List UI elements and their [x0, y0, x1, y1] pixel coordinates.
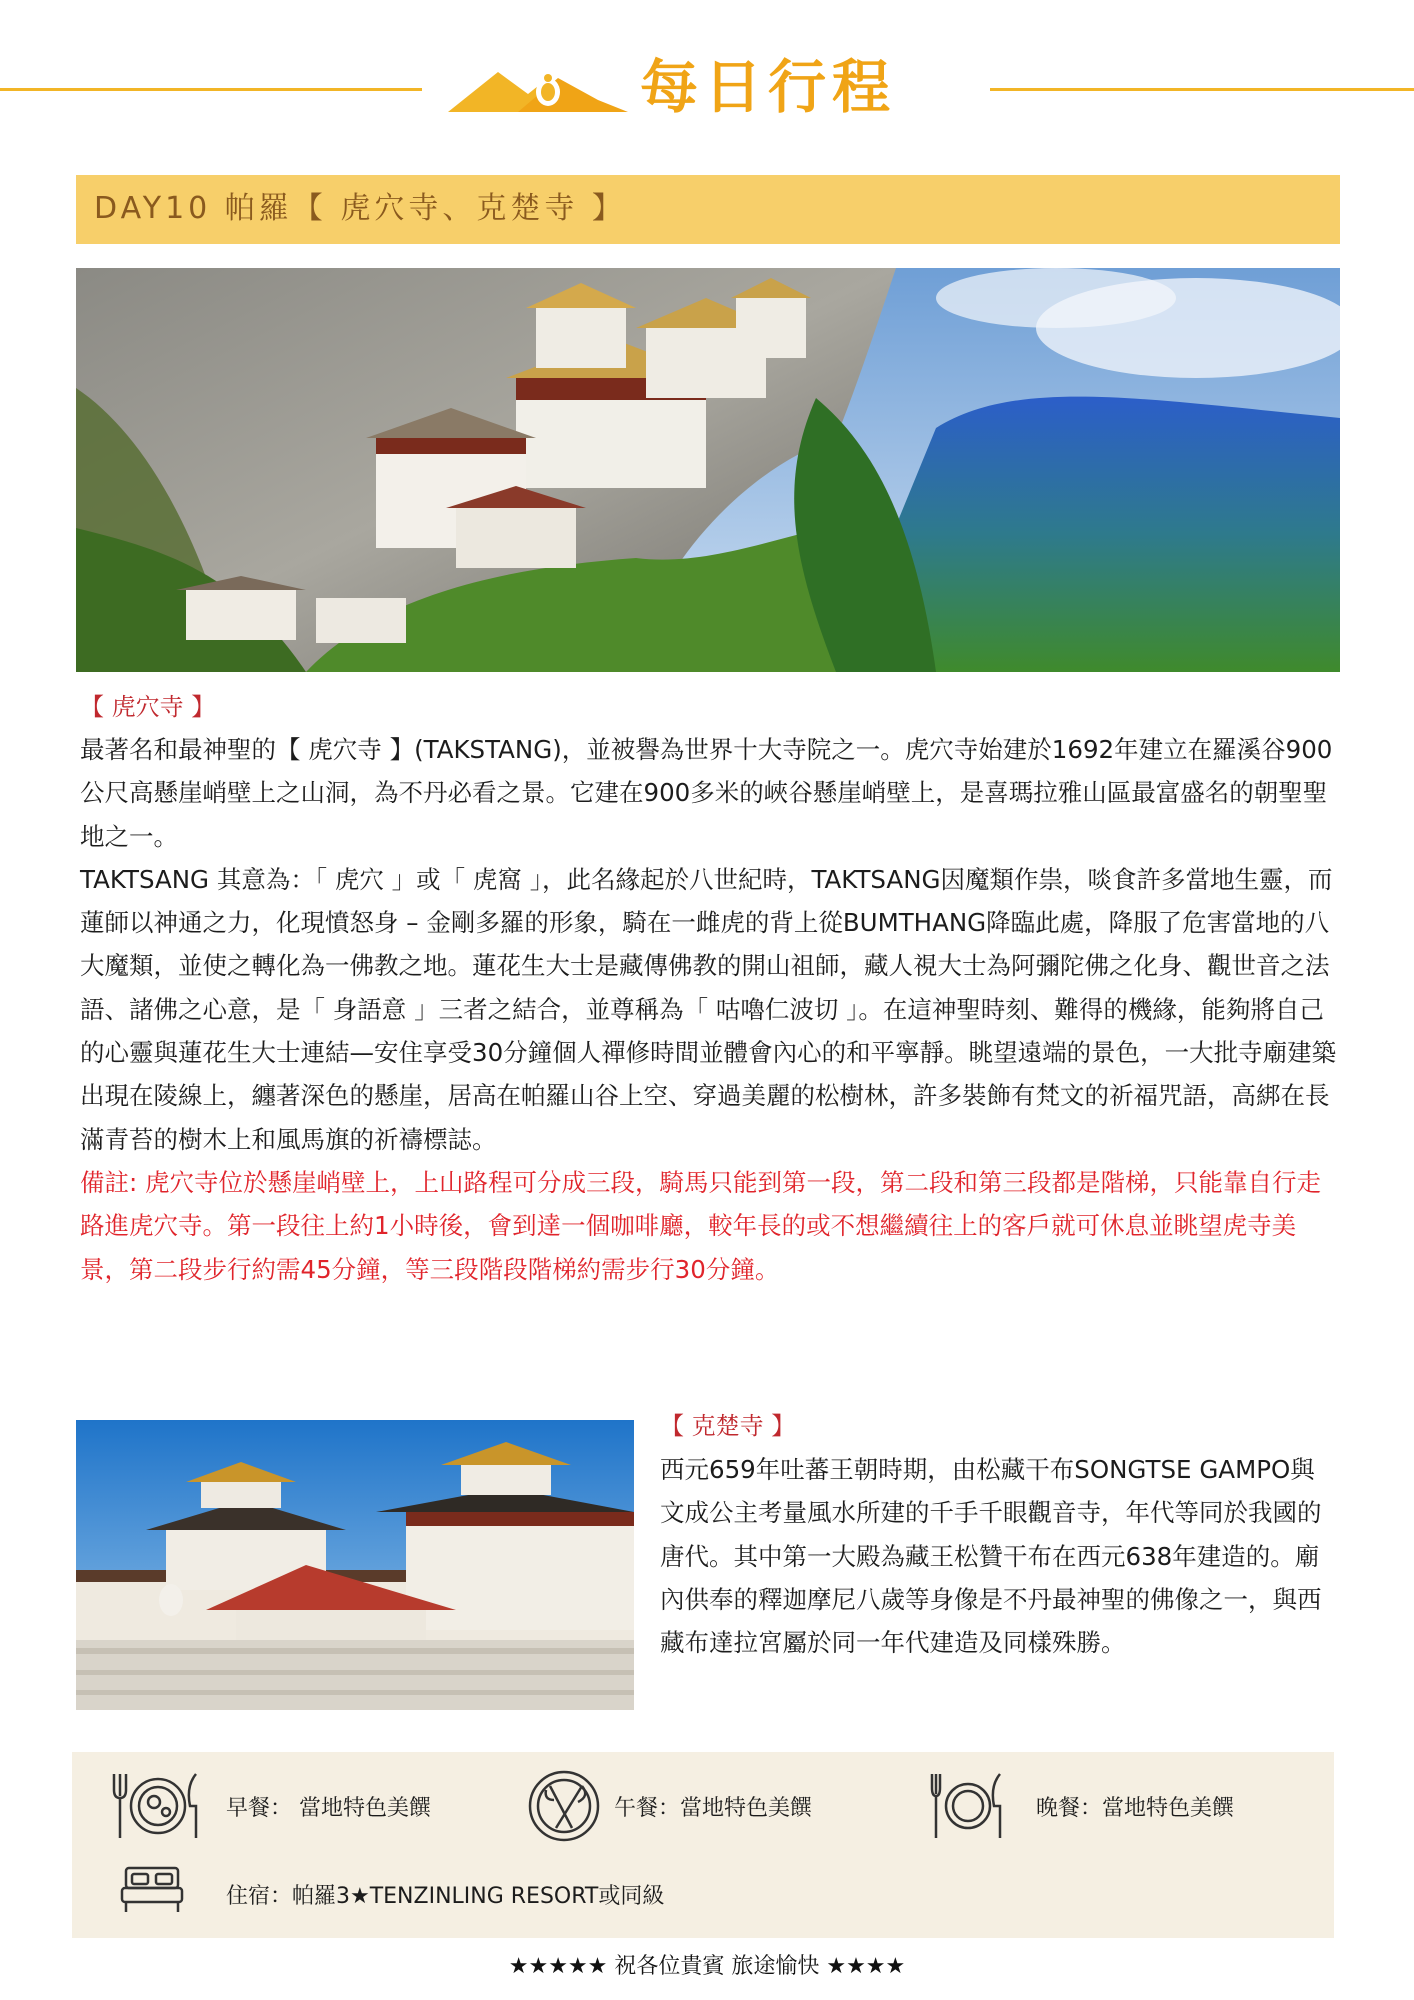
- hotel-label: 住宿：帕羅3★TENZINLING RESORT或同級: [226, 1884, 665, 1909]
- tiger-nest-body: [80, 728, 1342, 1291]
- tiger-nest-note: 備註: 虎穴寺位於懸崖峭壁上，上山路程可分成三段，騎馬只能到第一段，第二段和第三段都是階梯，只能靠自行走路進虎穴寺。第一段往上約1小時後，會到達一個咖啡廳，較年長的或不想繼續往上的客戶就可休息並眺望虎寺美景，第二段步行約需45分鐘，等三段階段階梯約需步行30分鐘。: [80, 1167, 1322, 1284]
- footer-greeting: ★★★★★ 祝各位貴賓 旅途愉快 ★★★★: [508, 1954, 906, 1979]
- page-title: 每日行程: [640, 53, 897, 121]
- tiger-nest-photo: [76, 268, 1340, 672]
- kyichu-temple-photo: [76, 1420, 634, 1710]
- header-line-left: [0, 88, 422, 91]
- lunch-plate-icon: [524, 1766, 604, 1850]
- kyichu-heading: 【 克楚寺 】: [660, 1412, 796, 1440]
- breakfast-label: 早餐： 當地特色美饌: [226, 1796, 431, 1821]
- dinner-plate-icon: [928, 1766, 1008, 1850]
- breakfast-plate-icon: [110, 1766, 206, 1850]
- tiger-nest-heading: 【 虎穴寺 】: [80, 693, 216, 721]
- day-banner-text: DAY10 帕羅【 虎穴寺、克楚寺 】: [94, 191, 626, 226]
- mountain-buddha-icon: [448, 64, 628, 118]
- header-line-right: [990, 88, 1414, 91]
- kyichu-body: 西元659年吐蕃王朝時期，由松藏干布SONGTSE GAMPO與文成公主考量風水所建的千手千眼觀音寺，年代等同於我國的唐代。其中第一大殿為藏王松贊干布在西元638年建造的。廟內供奉的釋迦摩尼八歲等身像是不丹最神聖的佛像之一，與西藏布達拉宮屬於同一年代建造及同樣殊勝。: [660, 1455, 1322, 1658]
- lunch-label: 午餐：當地特色美饌: [614, 1796, 813, 1821]
- bed-icon: [120, 1862, 184, 1922]
- tiger-nest-paragraph-1: 最著名和最神聖的【 虎穴寺 】(TAKSTANG)，並被譽為世界十大寺院之一。虎穴寺始建於1692年建立在羅溪谷900公尺高懸崖峭壁上之山洞，為不丹必看之景。它建在900多米的峽谷懸崖峭壁上，是喜瑪拉雅山區最富盛名的朝聖聖地之一。: [80, 735, 1333, 851]
- day-banner: [76, 175, 1340, 244]
- tiger-nest-paragraph-2: TAKTSANG 其意為：「 虎穴 」或「 虎窩 」，此名緣起於八世紀時，TAKTSANG因魔類作祟，啖食許多當地生靈，而蓮師以神通之力，化現憤怒身 – 金剛多羅的形象，騎在一雌虎的背上從BUMTHANG降臨此處，降服了危害當地的八大魔類，並使之轉化為一佛教之地。蓮花生大士是藏傳佛教的開山祖師，藏人視大士為阿彌陀佛之化身、觀世音之法語、諸佛之心意，是「 身語意 」三者之結合，並尊稱為「 咕嚕仁波切 」。在這神聖時刻、難得的機緣，能夠將自己的心靈與蓮花生大士連結—安住享受30分鐘個人禪修時間並體會內心的和平寧靜。眺望遠端的景色，一大批寺廟建築出現在陵線上，纏著深色的懸崖，居高在帕羅山谷上空、穿過美麗的松樹林，許多裝飾有梵文的祈福咒語，高綁在長滿青苔的樹木上和風馬旗的祈禱標誌。: [80, 864, 1337, 1154]
- dinner-label: 晚餐：當地特色美饌: [1036, 1796, 1235, 1821]
- meals-box: [72, 1752, 1334, 1938]
